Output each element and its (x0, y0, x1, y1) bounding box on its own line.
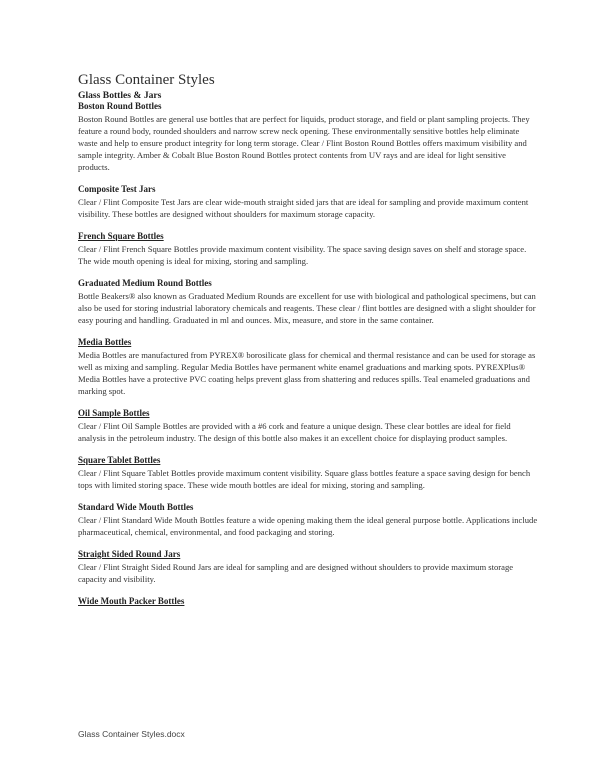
document-page (78, 72, 538, 607)
section-body: Clear / Flint Composite Test Jars are clear wide-mouth straight sided jars that are ideal for sampling and provide maximum content visibility. These bottles are designed without shoulders for maximum storage capacity. (78, 197, 529, 219)
section-body: Clear / Flint Square Tablet Bottles provide maximum content visibility. Square glass bottles feature a space saving design for bench tops with limited storing space. These wide mouth bottles are ideal for mixing, storing and sampling. (78, 468, 531, 490)
section-heading-link[interactable]: Media Bottles (78, 337, 132, 347)
section-heading-link[interactable]: Straight Sided Round Jars (78, 549, 181, 559)
section-heading-link[interactable]: French Square Bottles (78, 231, 164, 241)
section-heading: Standard Wide Mouth Bottles (78, 502, 194, 512)
section-heading-link[interactable]: Wide Mouth Packer Bottles (78, 596, 185, 606)
section-heading: Composite Test Jars (78, 184, 156, 194)
section-heading: Graduated Medium Round Bottles (78, 278, 212, 288)
section-graduated-medium-round (78, 278, 538, 326)
document-footer-filename: Glass Container Styles.docx (78, 729, 185, 739)
section-heading-link[interactable]: Square Tablet Bottles (78, 455, 161, 465)
section-media-bottles (78, 337, 538, 397)
section-body: Clear / Flint Standard Wide Mouth Bottles feature a wide opening making them the ideal general purpose bottle. Applications include pharmaceutical, chemical, environmental, and food packaging and storing. (78, 515, 538, 537)
section-straight-sided-round-jars (78, 549, 538, 585)
section-body: Boston Round Bottles are general use bottles that are perfect for liquids, product storage, and field or plant sampling projects. They feature a round body, rounded shoulders and narrow screw neck opening. These environmentally sensitive bottles help eliminate waste and help to ensure product integrity for long term storage. Clear / Flint Boston Round Bottles offers maximum visibility and sample integrity. Amber & Cobalt Blue Boston Round Bottles protect contents from UV rays and are ideal for light sensitive products. (78, 114, 530, 172)
section-square-tablet (78, 455, 538, 491)
section-boston-round (78, 101, 538, 173)
section-body: Clear / Flint Straight Sided Round Jars are ideal for sampling and are designed without shoulders to provide maximum storage capacity and visibility. (78, 562, 514, 584)
document-title: Glass Container Styles (78, 72, 215, 88)
section-composite-test-jars (78, 184, 538, 220)
section-heading: Boston Round Bottles (78, 101, 162, 111)
section-standard-wide-mouth (78, 502, 538, 538)
section-body: Clear / Flint French Square Bottles provide maximum content visibility. The space saving design saves on shelf and storage space. The wide mouth opening is ideal for mixing, storing and sampling. (78, 244, 527, 266)
section-body: Clear / Flint Oil Sample Bottles are provided with a #6 cork and feature a unique design. These clear bottles are ideal for field analysis in the petroleum industry. The design of this bottle also makes it an excellent choice for displaying product samples. (78, 421, 511, 443)
section-heading-link[interactable]: Oil Sample Bottles (78, 408, 150, 418)
section-body: Bottle Beakers® also known as Graduated Medium Rounds are excellent for use with biological and pathological specimens, but can also be used for storing industrial laboratory chemicals and reagents. These clear / flint bottles are designed with a slight shoulder for easy pouring and handling. Graduated in ml and ounces. Mix, measure, and store in the same container. (78, 291, 536, 325)
section-oil-sample (78, 408, 538, 444)
section-body: Media Bottles are manufactured from PYREX® borosilicate glass for chemical and thermal resistance and can be used for storage as well as mixing and sampling. Regular Media Bottles have permanent white enamel graduations and marking spots. PYREXPlus® Media Bottles have a protective PVC coating helps prevent glass from shattering and reduces spills. Teal enameled graduations and marking spot. (78, 350, 536, 396)
section-french-square (78, 231, 538, 267)
section-wide-mouth-packer (78, 596, 538, 607)
document-subtitle: Glass Bottles & Jars (78, 90, 162, 101)
